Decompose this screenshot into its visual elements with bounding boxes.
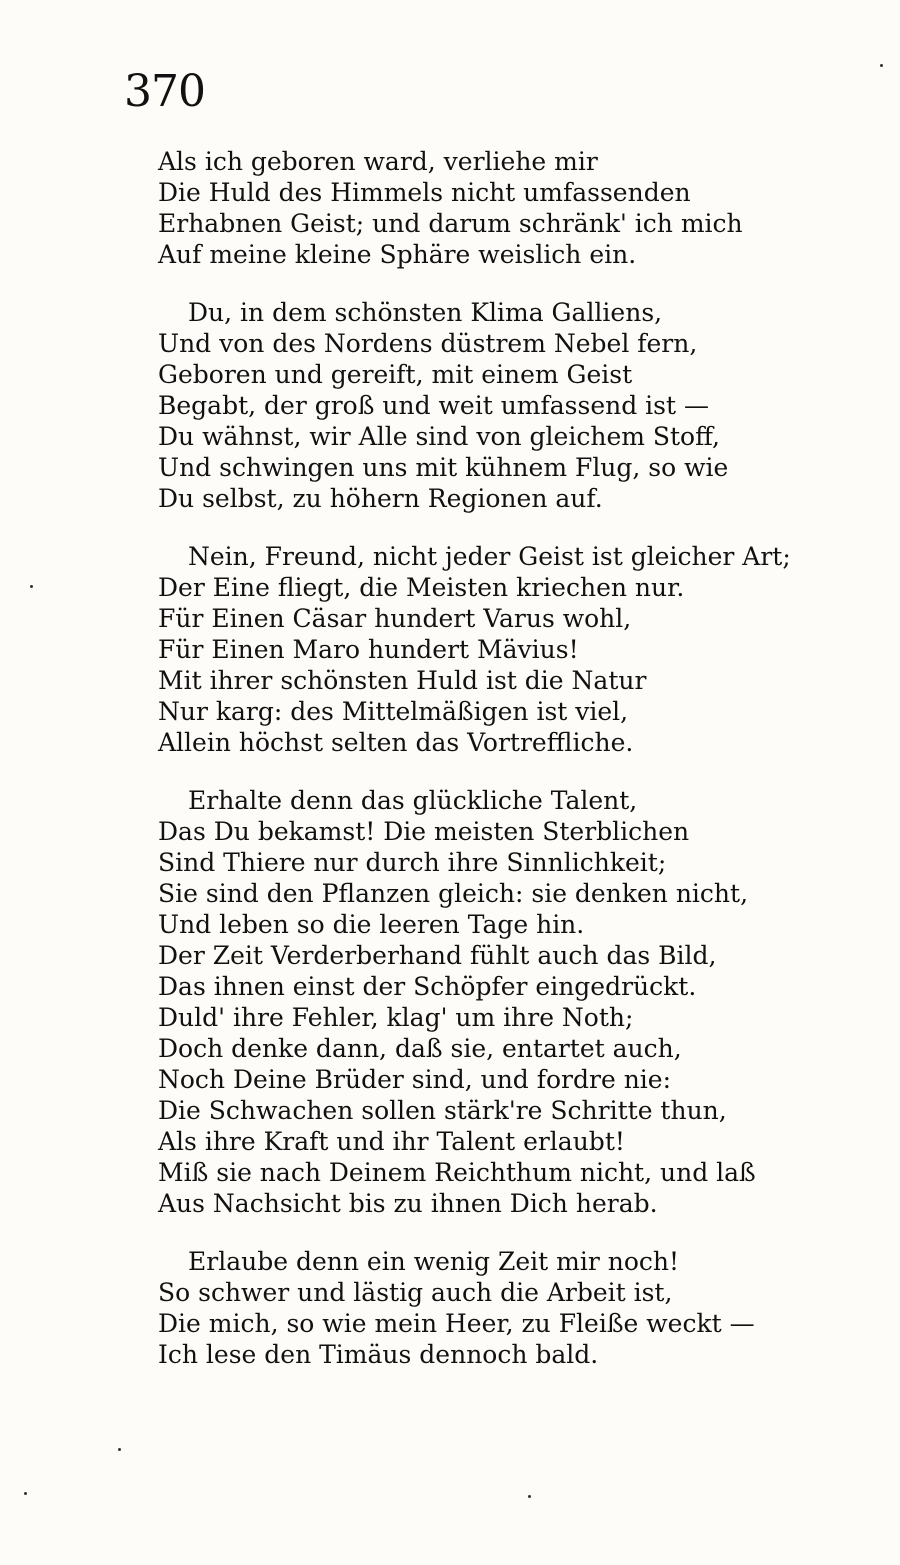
verse-line: Der Eine fliegt, die Meisten kriechen nur. (158, 573, 685, 602)
verse-line: Aus Nachsicht bis zu ihnen Dich herab. (158, 1189, 658, 1218)
verse-line: Du, in dem schönsten Klima Galliens, (188, 298, 663, 327)
scan-speck (24, 1492, 27, 1495)
verse-line: Mit ihrer schönsten Huld ist die Natur (158, 666, 647, 695)
verse-line: Geboren und gereift, mit einem Geist (158, 360, 633, 389)
verse-line: Der Zeit Verderberhand fühlt auch das Bild, (158, 941, 717, 970)
verse-line: Noch Deine Brüder sind, und fordre nie: (158, 1065, 672, 1094)
stanza (158, 146, 808, 270)
verse-line: Die mich, so wie mein Heer, zu Fleiße weckt — (158, 1309, 755, 1338)
verse-line: So schwer und lästig auch die Arbeit ist, (158, 1278, 673, 1307)
stanza (158, 1246, 808, 1370)
verse-line: Die Huld des Himmels nicht umfassenden (158, 178, 691, 207)
stanza (158, 541, 808, 758)
verse-line: Duld' ihre Fehler, klag' um ihre Noth; (158, 1003, 634, 1032)
verse-line: Die Schwachen sollen stärk're Schritte thun, (158, 1096, 727, 1125)
verse-line: Begabt, der groß und weit umfassend ist — (158, 391, 709, 420)
verse-line: Ich lese den Timäus dennoch bald. (158, 1340, 599, 1369)
verse-line: Nur karg: des Mittelmäßigen ist viel, (158, 697, 629, 726)
verse-line: Sie sind den Pflanzen gleich: sie denken nicht, (158, 879, 749, 908)
verse-line: Auf meine kleine Sphäre weislich ein. (158, 240, 637, 269)
verse-line: Du selbst, zu höhern Regionen auf. (158, 484, 603, 513)
page-number: 370 (124, 66, 205, 117)
verse-line: Und von des Nordens düstrem Nebel fern, (158, 329, 698, 358)
verse-line: Als ihre Kraft und ihr Talent erlaubt! (158, 1127, 625, 1156)
verse-line: Allein höchst selten das Vortreffliche. (158, 728, 634, 757)
verse-line: Erhalte denn das glückliche Talent, (188, 786, 638, 815)
stanza (158, 785, 808, 1219)
verse-line: Als ich geboren ward, verliehe mir (158, 147, 598, 176)
verse-line: Sind Thiere nur durch ihre Sinnlichkeit; (158, 848, 667, 877)
verse-line: Und leben so die leeren Tage hin. (158, 910, 585, 939)
verse-line: Doch denke dann, daß sie, entartet auch, (158, 1034, 682, 1063)
stanza (158, 297, 808, 514)
verse-line: Das ihnen einst der Schöpfer eingedrückt. (158, 972, 697, 1001)
verse-line: Erhabnen Geist; und darum schränk' ich mich (158, 209, 743, 238)
scan-speck (880, 64, 883, 67)
verse-line: Nein, Freund, nicht jeder Geist ist gleicher Art; (188, 542, 791, 571)
verse-line: Du wähnst, wir Alle sind von gleichem Stoff, (158, 422, 720, 451)
verse-line: Das Du bekamst! Die meisten Sterblichen (158, 817, 690, 846)
scan-speck (118, 1448, 121, 1451)
verse-line: Für Einen Cäsar hundert Varus wohl, (158, 604, 632, 633)
poem-body (158, 146, 808, 1397)
scan-speck (528, 1495, 531, 1498)
verse-line: Erlaube denn ein wenig Zeit mir noch! (188, 1247, 680, 1276)
verse-line: Miß sie nach Deinem Reichthum nicht, und laß (158, 1158, 756, 1187)
scan-speck (30, 585, 33, 588)
verse-line: Und schwingen uns mit kühnem Flug, so wie (158, 453, 729, 482)
verse-line: Für Einen Maro hundert Mävius! (158, 635, 579, 664)
